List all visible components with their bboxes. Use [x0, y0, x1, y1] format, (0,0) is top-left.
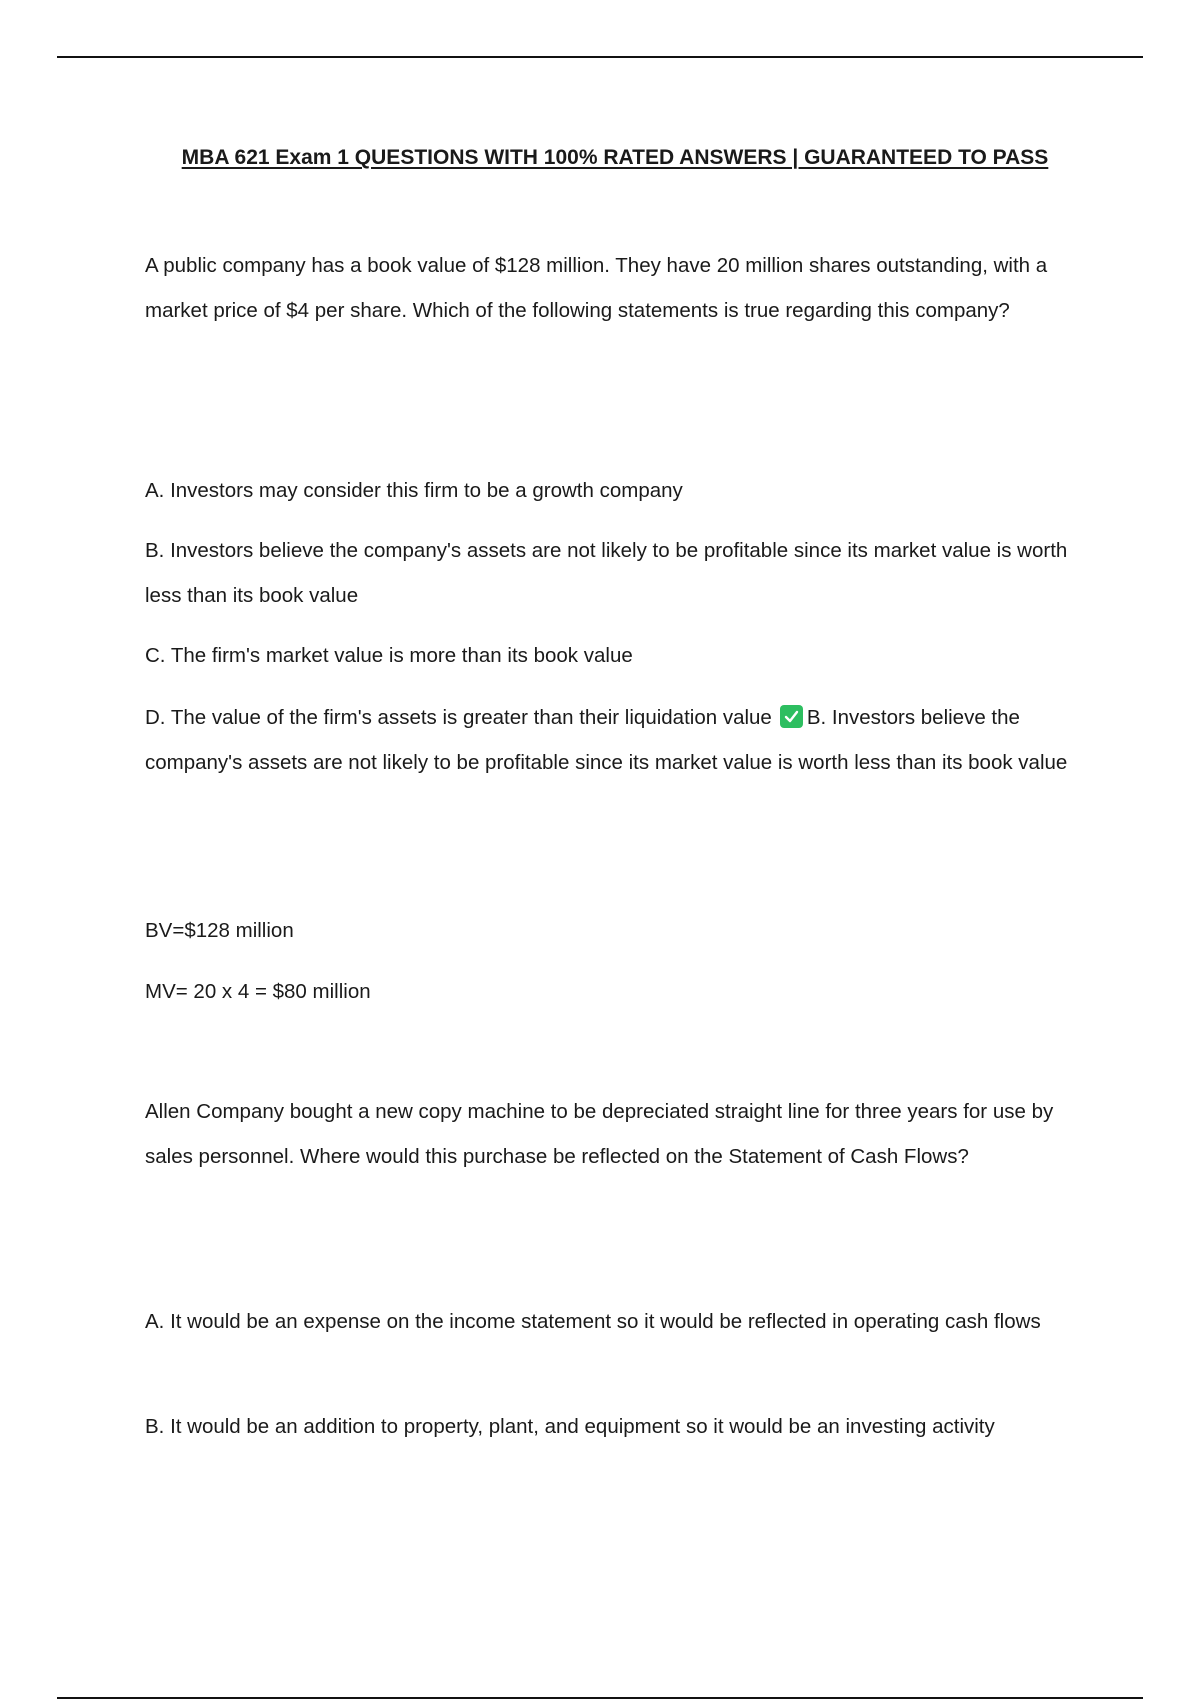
- question-1-prompt: A public company has a book value of $128 million. They have 20 million shares outstanding, with a market price of $4 per share. Which of the following statements is true regarding this company?: [145, 254, 1048, 322]
- question-1-option-d: D. The value of the firm's assets is greater than their liquidation value: [145, 706, 772, 729]
- question-2-option-b: B. It would be an addition to property, plant, and equipment so it would be an investing activity: [145, 1415, 995, 1438]
- check-mark-icon: [780, 705, 803, 728]
- question-1-option-a: A. Investors may consider this firm to be a growth company: [145, 479, 683, 502]
- question-1-option-d-with-answer: [145, 696, 1095, 785]
- question-1-answer: B. Investors believe the company's assets are not likely to be profitable since its market value is worth less than its book value: [145, 706, 1068, 774]
- question-1-option-b: B. Investors believe the company's assets are not likely to be profitable since its market value is worth less than its book value: [145, 539, 1068, 607]
- document-title: MBA 621 Exam 1 QUESTIONS WITH 100% RATED ANSWERS | GUARANTEED TO PASS: [181, 146, 1049, 169]
- question-2-prompt: Allen Company bought a new copy machine to be depreciated straight line for three years for use by sales personnel. Where would this purchase be reflected on the Statement of Cash Flows?: [145, 1100, 1054, 1168]
- question-1-option-c: C. The firm's market value is more than its book value: [145, 644, 633, 667]
- question-1-work-bv: BV=$128 million: [145, 919, 294, 942]
- bottom-divider: [57, 1697, 1143, 1699]
- question-2-option-a: A. It would be an expense on the income statement so it would be reflected in operating cash flows: [145, 1310, 1041, 1333]
- question-1-work-mv: MV= 20 x 4 = $80 million: [145, 980, 371, 1003]
- top-divider: [57, 56, 1143, 58]
